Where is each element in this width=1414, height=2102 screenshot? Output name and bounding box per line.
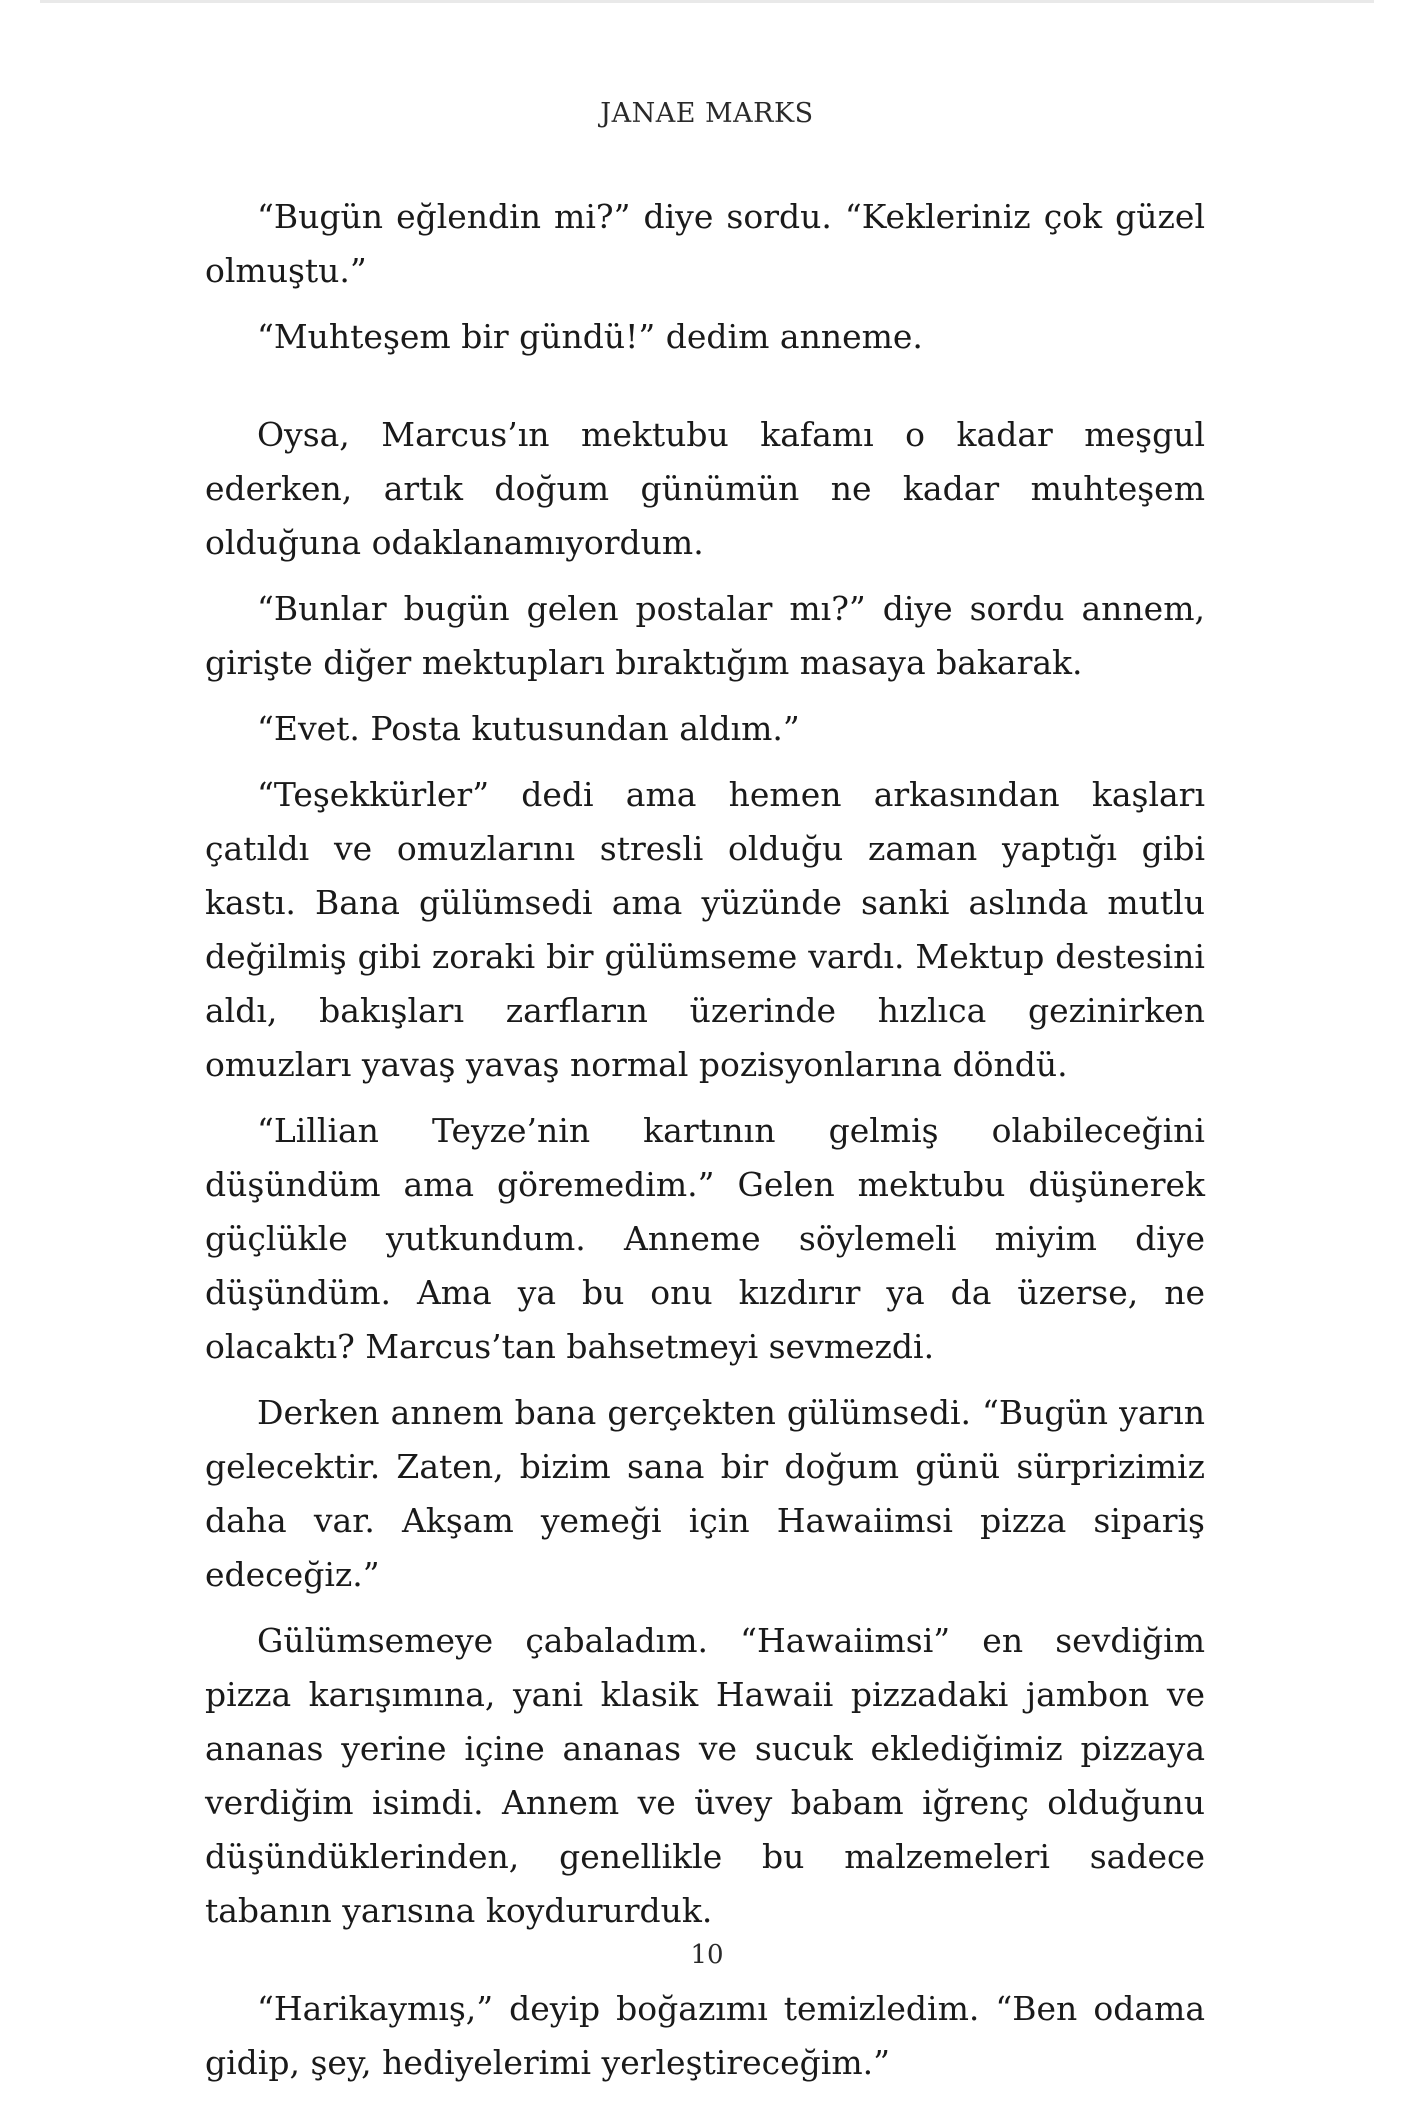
paragraph: “Lillian Teyze’nin kartının gelmiş olabileceğini düşündüm ama göremedim.” Gelen mektubu düşünerek güçlükle yutkundum. Anneme söylemeli miyim diye düşündüm. Ama ya bu onu kızdırır ya da üzerse, ne olacaktı? Marcus’tan bahsetmeyi sevmezdi. xyxy=(205,1111,1205,1366)
paragraph: “Bugün eğlendin mi?” diye sordu. “Kekleriniz çok güzel olmuştu.” xyxy=(205,197,1205,290)
running-head: JANAE MARKS xyxy=(600,98,814,129)
paragraph: “Bunlar bugün gelen postalar mı?” diye sordu annem, girişte diğer mektupları bıraktığım masaya bakarak. xyxy=(205,589,1205,682)
paragraph: Gülümsemeye çabaladım. “Hawaiimsi” en sevdiğim pizza karışımına, yani klasik Hawaii pizzadaki jambon ve ananas yerine içine ananas ve sucuk eklediğimiz pizzaya verdiğim isimdi. Annem ve üvey babam iğrenç olduğunu düşündüklerinden, genellikle bu malzemeleri sadece tabanın yarısına koydururduk. xyxy=(205,1621,1205,1930)
paragraph: “Harikaymış,” deyip boğazımı temizledim. “Ben odama gidip, şey, hediyelerimi yerleştireceğim.” xyxy=(205,1989,1205,2082)
paragraph: Derken annem bana gerçekten gülümsedi. “Bugün yarın gelecektir. Zaten, bizim sana bir doğum günü sürprizimiz daha var. Akşam yemeği için Hawaiimsi pizza sipariş edeceğiz.” xyxy=(205,1393,1205,1594)
paragraph: “Muhteşem bir gündü!” dedim anneme. xyxy=(257,317,923,356)
body-text xyxy=(205,190,1205,2102)
paragraph: “Teşekkürler” dedi ama hemen arkasından kaşları çatıldı ve omuzlarını stresli olduğu zaman yaptığı gibi kastı. Bana gülümsedi ama yüzünde sanki aslında mutlu değilmiş gibi zoraki bir gülümseme vardı. Mektup destesini aldı, bakışları zarfların üzerinde hızlıca gezinirken omuzları yavaş yavaş normal pozisyonlarına döndü. xyxy=(205,775,1205,1084)
paragraph: Oysa, Marcus’ın mektubu kafamı o kadar meşgul ederken, artık doğum günümün ne kadar muhteşem olduğuna odaklanamıyordum. xyxy=(205,415,1205,562)
page-number: 10 xyxy=(690,1940,724,1970)
top-rule xyxy=(40,0,1374,3)
paragraph: “Evet. Posta kutusundan aldım.” xyxy=(257,709,800,748)
